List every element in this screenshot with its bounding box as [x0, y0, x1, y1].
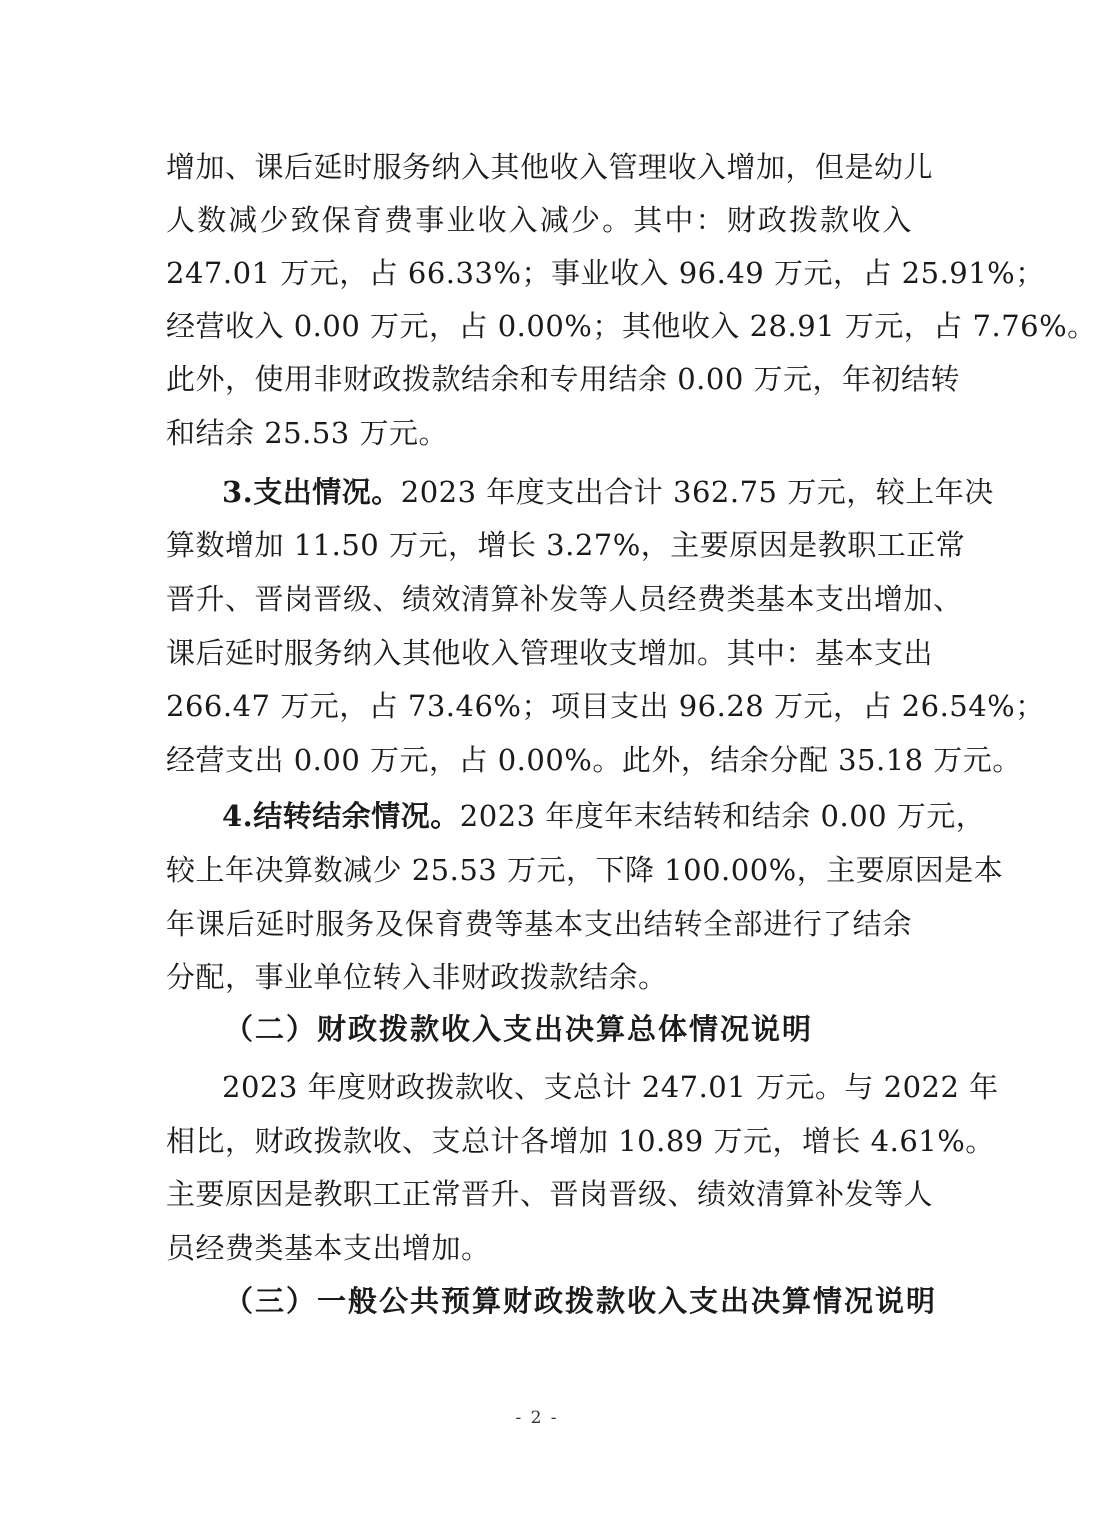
text-line: 2023 年度财政拨款收、支总计 247.01 万元。与 2022 年 [222, 1070, 999, 1104]
page-number: - 2 - [515, 1408, 559, 1428]
text-line: 2023 年度支出合计 362.75 万元，较上年决 [400, 475, 994, 509]
text-line: 经营支出 0.00 万元，占 0.00%。此外，结余分配 35.18 万元。 [166, 743, 1022, 777]
text-line: 此外，使用非财政拨款结余和专用结余 0.00 万元，年初结转 [166, 362, 961, 396]
text-line: 增加、课后延时服务纳入其他收入管理收入增加，但是幼儿 [166, 150, 934, 184]
text-line: 主要原因是教职工正常晋升、晋岗晋级、绩效清算补发等人 [166, 1177, 934, 1211]
text-line: 算数增加 11.50 万元，增长 3.27%，主要原因是教职工正常 [166, 528, 966, 562]
section-label-carryover: 4.结转结余情况。 [222, 799, 460, 833]
section-paragraph-expenditure [222, 465, 994, 519]
text-line: 人数减少致保育费事业收入减少。其中：财政拨款收入 [166, 203, 912, 237]
section-label-expenditure: 3.支出情况。 [222, 475, 401, 509]
text-line: 较上年决算数减少 25.53 万元，下降 100.00%，主要原因是本 [166, 853, 1004, 887]
text-line: 相比，财政拨款收、支总计各增加 10.89 万元，增长 4.61%。 [166, 1124, 995, 1158]
text-line: 经营收入 0.00 万元，占 0.00%；其他收入 28.91 万元，占 7.76%。 [166, 309, 1097, 343]
text-line: 266.47 万元，占 73.46%；项目支出 96.28 万元，占 26.54%； [166, 689, 1045, 723]
text-line: 晋升、晋岗晋级、绩效清算补发等人员经费类基本支出增加、 [166, 582, 963, 616]
section-paragraph-carryover [222, 789, 986, 843]
text-line: 年课后延时服务及保育费等基本支出结转全部进行了结余 [166, 907, 912, 941]
text-line: 分配，事业单位转入非财政拨款结余。 [166, 960, 668, 994]
section-heading-general-budget: （三）一般公共预算财政拨款收入支出决算情况说明 [224, 1284, 938, 1318]
text-line: 员经费类基本支出增加。 [166, 1231, 491, 1265]
text-line: 247.01 万元，占 66.33%；事业收入 96.49 万元，占 25.91%； [166, 256, 1045, 290]
text-line: 和结余 25.53 万元。 [166, 416, 448, 450]
text-line: 2023 年度年末结转和结余 0.00 万元， [459, 799, 986, 833]
text-line: 课后延时服务纳入其他收入管理收支增加。其中：基本支出 [166, 636, 934, 670]
section-heading-fiscal-overview: （二）财政拨款收入支出决算总体情况说明 [224, 1012, 814, 1046]
